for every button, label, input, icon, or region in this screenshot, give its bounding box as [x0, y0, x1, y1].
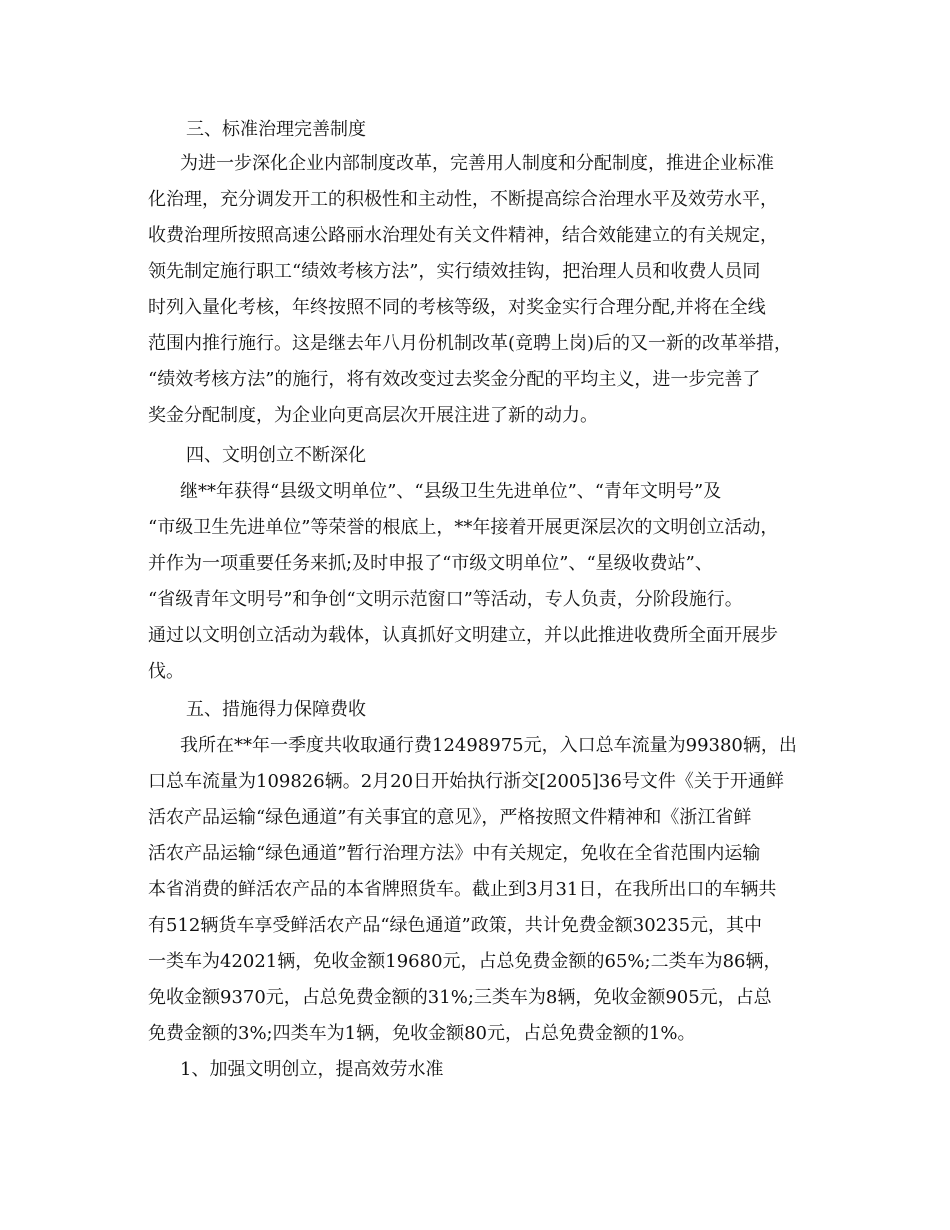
subsection-heading-1: 1、加强文明创立，提高效劳水准 [180, 1059, 444, 1080]
paragraph-line: 口总车流量为109826辆。2月20日开始执行浙交[2005]36号文件《关于开通鲜 [148, 771, 784, 792]
paragraph-line: 伐。 [148, 661, 184, 682]
paragraph-line: 通过以文明创立活动为载体，认真抓好文明建立，并以此推进收费所全面开展步 [148, 625, 778, 646]
paragraph-line: 活农产品运输“绿色通道”暂行治理方法》中有关规定，免收在全省范围内运输 [148, 843, 761, 864]
paragraph-line: 有512辆货车享受鲜活农产品“绿色通道”政策，共计免费金额30235元，其中 [148, 915, 763, 936]
paragraph-line: 一类车为42021辆，免收金额19680元，占总免费金额的65%;二类车为86辆， [148, 951, 782, 972]
paragraph-line: 继**年获得“县级文明单位”、“县级卫生先进单位”、“青年文明号”及 [180, 481, 722, 502]
section-heading-5: 五、措施得力保障费收 [186, 699, 366, 720]
paragraph-line: “绩效考核方法”的施行，将有效改变过去奖金分配的平均主义，进一步完善了 [148, 369, 761, 390]
paragraph-line: 化治理，充分调发开工的积极性和主动性，不断提高综合治理水平及效劳水平， [148, 189, 778, 210]
paragraph-line: “省级青年文明号”和争创“文明示范窗口”等活动，专人负责，分阶段施行。 [148, 589, 743, 610]
paragraph-line: “市级卫生先进单位”等荣誉的根底上，**年接着开展更深层次的文明创立活动， [148, 517, 779, 538]
paragraph-line: 领先制定施行职工“绩效考核方法”，实行绩效挂钩，把治理人员和收费人员同 [148, 261, 761, 282]
paragraph-line: 活农产品运输“绿色通道”有关事宜的意见》，严格按照文件精神和《浙江省鲜 [148, 807, 752, 828]
paragraph-line: 收费治理所按照高速公路丽水治理处有关文件精神，结合效能建立的有关规定， [148, 225, 778, 246]
paragraph-line: 免费金额的3%;四类车为1辆，免收金额80元，占总免费金额的1%。 [148, 1023, 696, 1044]
paragraph-line: 奖金分配制度，为企业向更高层次开展注进了新的动力。 [148, 405, 598, 426]
paragraph-line: 并作为一项重要任务来抓;及时申报了“市级文明单位”、“星级收费站”、 [148, 553, 713, 574]
paragraph-line: 范围内推行施行。这是继去年八月份机制改革(竟聘上岗)后的又一新的改革举措， [148, 333, 793, 354]
paragraph-line: 为进一步深化企业内部制度改革，完善用人制度和分配制度，推进企业标准 [180, 153, 774, 174]
paragraph-line: 我所在**年一季度共收取通行费12498975元，入口总车流量为99380辆，出 [180, 735, 797, 756]
section-heading-3: 三、标准治理完善制度 [186, 119, 366, 140]
paragraph-line: 本省消费的鲜活农产品的本省牌照货车。截止到3月31日，在我所出口的车辆共 [148, 879, 777, 900]
paragraph-line: 免收金额9370元，占总免费金额的31%;三类车为8辆，免收金额905元，占总 [148, 987, 772, 1008]
paragraph-line: 时列入量化考核，年终按照不同的考核等级，对奖金实行合理分配,并将在全线 [148, 297, 766, 318]
section-heading-4: 四、文明创立不断深化 [186, 445, 366, 466]
